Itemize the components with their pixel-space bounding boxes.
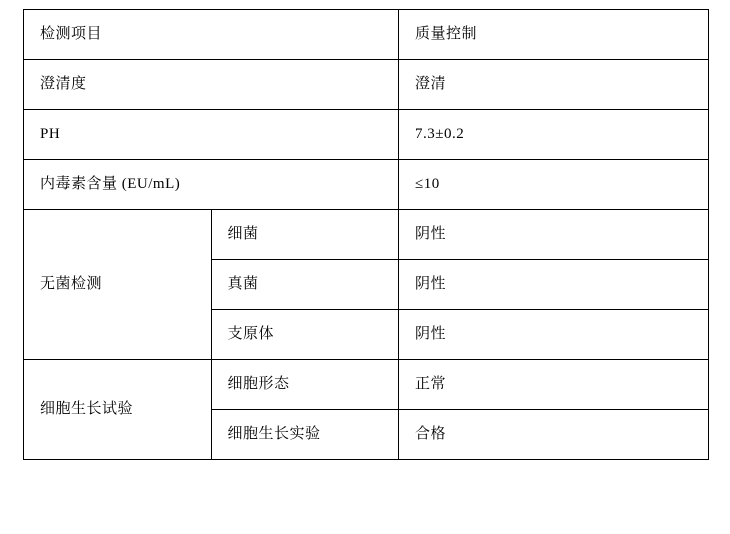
cell-value: 阴性 (399, 210, 709, 260)
cell-quality-label: 质量控制 (399, 10, 709, 60)
table-body (24, 10, 709, 460)
cell-value: 澄清 (399, 60, 709, 110)
cell-value: 阴性 (399, 260, 709, 310)
cell-label: PH (24, 110, 399, 160)
table-row (24, 60, 709, 110)
cell-value: 阴性 (399, 310, 709, 360)
table-row (24, 160, 709, 210)
cell-sublabel: 细菌 (211, 210, 399, 260)
cell-group-label-sterility: 无菌检测 (24, 210, 212, 360)
cell-sublabel: 真菌 (211, 260, 399, 310)
cell-value: 7.3±0.2 (399, 110, 709, 160)
cell-sublabel: 细胞生长实验 (211, 410, 399, 460)
table-row (24, 110, 709, 160)
cell-item-label: 检测项目 (24, 10, 399, 60)
cell-value: 正常 (399, 360, 709, 410)
specification-table (23, 9, 709, 460)
cell-label: 澄清度 (24, 60, 399, 110)
table-row (24, 210, 709, 260)
table-row (24, 360, 709, 410)
cell-sublabel: 支原体 (211, 310, 399, 360)
table-row-header (24, 10, 709, 60)
cell-sublabel: 细胞形态 (211, 360, 399, 410)
cell-value: ≤10 (399, 160, 709, 210)
cell-label: 内毒素含量 (EU/mL) (24, 160, 399, 210)
cell-value: 合格 (399, 410, 709, 460)
cell-group-label-cell-growth: 细胞生长试验 (24, 360, 212, 460)
